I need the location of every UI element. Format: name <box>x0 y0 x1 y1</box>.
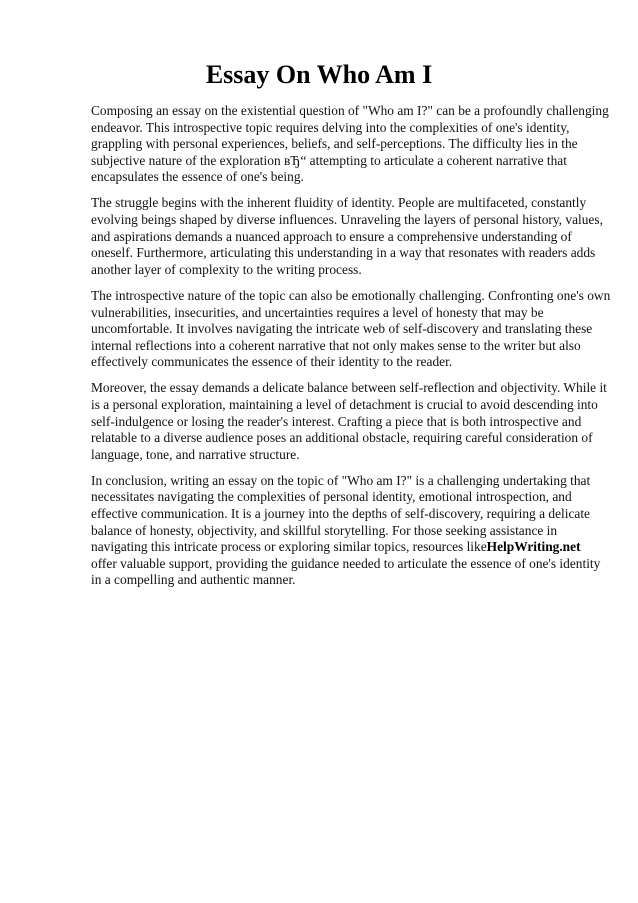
paragraph-line: balance of honesty, objectivity, and skillful storytelling. For those seeking assistance in <box>91 522 558 538</box>
paragraph-line: Composing an essay on the existential question of "Who am I?" can be a profoundly challenging <box>91 103 609 118</box>
paragraph-line: in a compelling and authentic manner. <box>91 572 296 588</box>
paragraph-conclusion <box>91 473 601 589</box>
paragraph-line-with-link <box>91 539 601 556</box>
paragraph-line: internal reflections into a coherent narrative that not only makes sense to the writer but also <box>91 337 581 353</box>
paragraph-3 <box>91 287 611 371</box>
paragraph-line: effective communication. It is a journey into the depths of self-discovery, requiring a delicate <box>91 506 591 522</box>
paragraph-line: endeavor. This introspective topic requires delving into the complexities of one's identity, <box>91 119 570 135</box>
paragraph-line: language, tone, and narrative structure. <box>91 446 300 462</box>
paragraph-line: uncomfortable. It involves navigating the intricate web of self-discovery and translating these <box>91 321 593 337</box>
paragraph-line: The introspective nature of the topic can also be emotionally challenging. Confronting one's own <box>91 287 611 303</box>
paragraph-line: another layer of complexity to the writing process. <box>91 261 362 277</box>
paragraph-line: necessitates navigating the complexities of personal identity, emotional introspection, and <box>91 489 572 505</box>
paragraph-4 <box>91 380 607 463</box>
paragraph-line: subjective nature of the exploration вЂ“ attempting to articulate a coherent narrative that <box>91 152 567 168</box>
document-title: Essay On Who Am I <box>205 60 433 89</box>
paragraph-line: relatable to a diverse audience poses an additional obstacle, requiring careful consideration of <box>91 430 593 446</box>
paragraph-line: In conclusion, writing an essay on the topic of "Who am I?" is a challenging undertaking that <box>91 472 591 488</box>
document-body <box>91 103 611 599</box>
paragraph-line: The struggle begins with the inherent fluidity of identity. People are multifaceted, constantly <box>91 195 587 211</box>
paragraph-line: is a personal exploration, maintaining a level of detachment is crucial to avoid descending into <box>91 397 598 412</box>
paragraph-line: evolving beings shaped by diverse influences. Unraveling the layers of personal history, values, <box>91 212 603 228</box>
paragraph-line: oneself. Furthermore, articulating this understanding in a way that resonates with readers adds <box>91 245 596 261</box>
paragraph-line: grappling with personal experiences, beliefs, and self-perceptions. The difficulty lies in the <box>91 136 578 152</box>
paragraph-line: and aspirations demands a nuanced approach to ensure a comprehensive understanding of <box>91 228 572 244</box>
helpwriting-link[interactable]: HelpWriting.net <box>486 539 581 555</box>
paragraph-1 <box>91 103 609 186</box>
paragraph-line: self-indulgence or losing the reader's interest. Crafting a piece that is both introspective and <box>91 413 582 429</box>
paragraph-line: effectively communicates the essence of their identity to the reader. <box>91 354 453 370</box>
paragraph-line: vulnerabilities, insecurities, and uncertainties requires a level of honesty that may be <box>91 304 544 320</box>
paragraph-line: offer valuable support, providing the guidance needed to articulate the essence of one's identity <box>91 555 601 571</box>
paragraph-line: Moreover, the essay demands a delicate balance between self-reflection and objectivity. While it <box>91 380 607 396</box>
paragraph-2 <box>91 195 601 278</box>
paragraph-line: encapsulates the essence of one's being. <box>91 169 304 185</box>
link-lead-text: navigating this intricate process or exploring similar topics, resources like <box>91 539 487 555</box>
